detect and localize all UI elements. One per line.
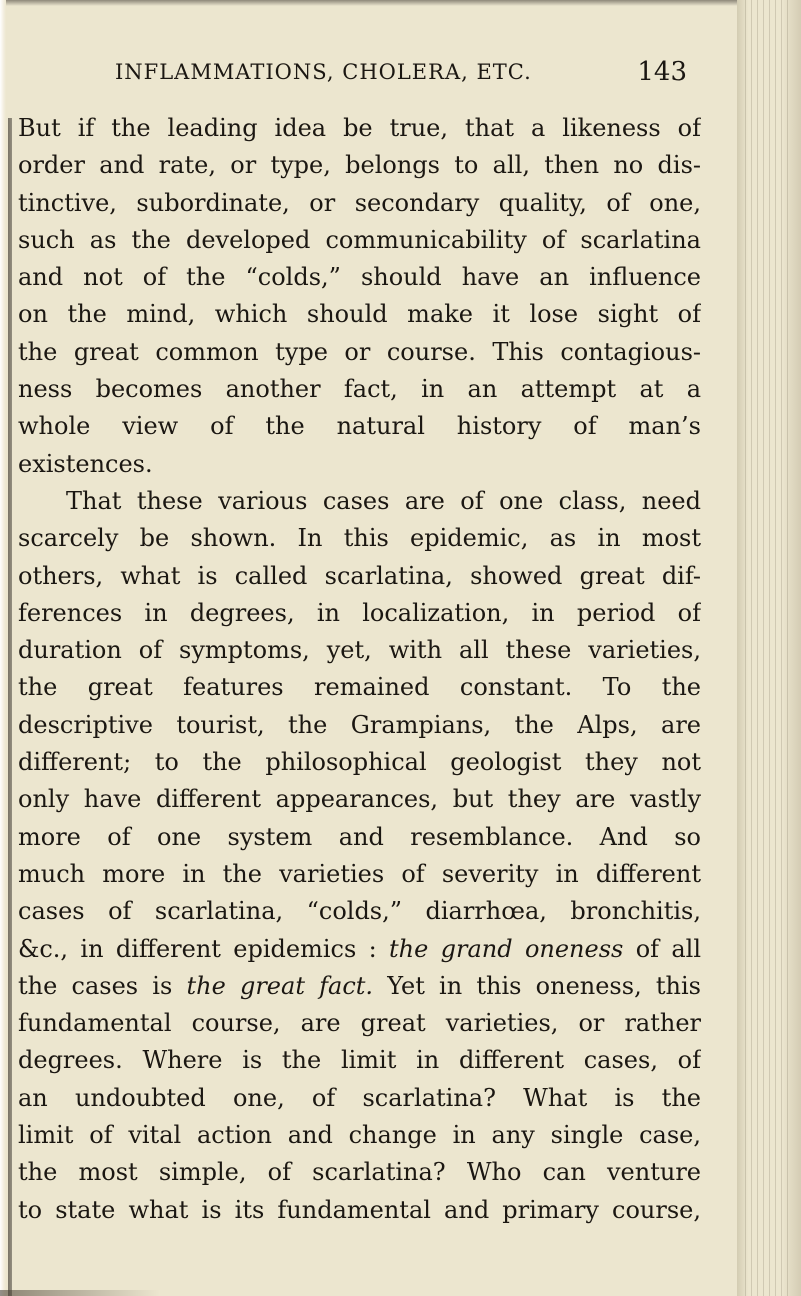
text-line: fundamental course, are great varieties, or rather bbox=[18, 1009, 701, 1038]
text-line: such as the developed communicability of scarlatina bbox=[18, 225, 701, 254]
bottom-page-edge bbox=[0, 1290, 160, 1296]
italic-phrase: the great fact. bbox=[186, 971, 374, 1000]
text-line: ferences in degrees, in localization, in period of bbox=[18, 598, 701, 627]
text-line: existences. bbox=[18, 449, 153, 478]
text-segment: the cases is bbox=[18, 971, 187, 1000]
text-line: But if the leading idea be true, that a likeness of bbox=[18, 114, 701, 142]
binding-gutter bbox=[8, 118, 12, 1296]
text-line: descriptive tourist, the Grampians, the Alps, are bbox=[18, 710, 701, 739]
text-line: ness becomes another fact, in an attempt at a bbox=[18, 375, 701, 404]
text-segment: of all bbox=[623, 934, 701, 963]
text-line: and not of the “colds,” should have an influence bbox=[18, 263, 701, 292]
text-line: more of one system and resemblance. And so bbox=[18, 822, 701, 851]
text-line: different; to the philosophical geologist they not bbox=[18, 748, 701, 777]
text-segment: Yet in this oneness, this bbox=[373, 971, 701, 1000]
italic-phrase: the grand oneness bbox=[389, 934, 624, 963]
text-line: the great common type or course. This contagious- bbox=[18, 337, 701, 366]
text-line: to state what is its fundamental and primary course, bbox=[18, 1195, 701, 1224]
top-page-edge bbox=[0, 0, 740, 6]
page-stack-edge bbox=[745, 0, 789, 1296]
text-line: limit of vital action and change in any single case, bbox=[18, 1121, 701, 1150]
text-line: much more in the varieties of severity in different bbox=[18, 859, 701, 888]
text-line: whole view of the natural history of man’s bbox=[18, 412, 701, 441]
paragraph-start-line: That these various cases are of one class, need bbox=[66, 486, 701, 515]
text-line: the great features remained constant. To the bbox=[18, 673, 701, 702]
text-line: the most simple, of scarlatina? Who can venture bbox=[18, 1158, 701, 1187]
text-line: only have different appearances, but they are vastly bbox=[18, 785, 701, 814]
right-page-edge bbox=[737, 0, 801, 1296]
page-header bbox=[115, 53, 687, 91]
text-line bbox=[18, 931, 701, 968]
text-segment: &c., in different epidemics : bbox=[18, 934, 390, 963]
text-line: duration of symptoms, yet, with all these varieties, bbox=[18, 636, 701, 665]
text-line: cases of scarlatina, “colds,” diarrhœa, bronchitis, bbox=[18, 897, 701, 926]
text-line: degrees. Where is the limit in different cases, of bbox=[18, 1046, 701, 1075]
text-line: scarcely be shown. In this epidemic, as in most bbox=[18, 524, 701, 553]
text-line: on the mind, which should make it lose sight of bbox=[18, 300, 701, 329]
body-text bbox=[18, 110, 701, 1280]
text-line: order and rate, or type, belongs to all, then no dis- bbox=[18, 151, 701, 180]
text-line: an undoubted one, of scarlatina? What is the bbox=[18, 1083, 701, 1112]
text-line: others, what is called scarlatina, showed great dif- bbox=[18, 561, 701, 590]
text-line: tinctive, subordinate, or secondary quality, of one, bbox=[18, 188, 701, 217]
left-page-edge bbox=[0, 0, 6, 1296]
page-number: 143 bbox=[637, 57, 687, 87]
running-head: INFLAMMATIONS, CHOLERA, ETC. bbox=[115, 60, 532, 84]
text-line bbox=[18, 968, 701, 1005]
